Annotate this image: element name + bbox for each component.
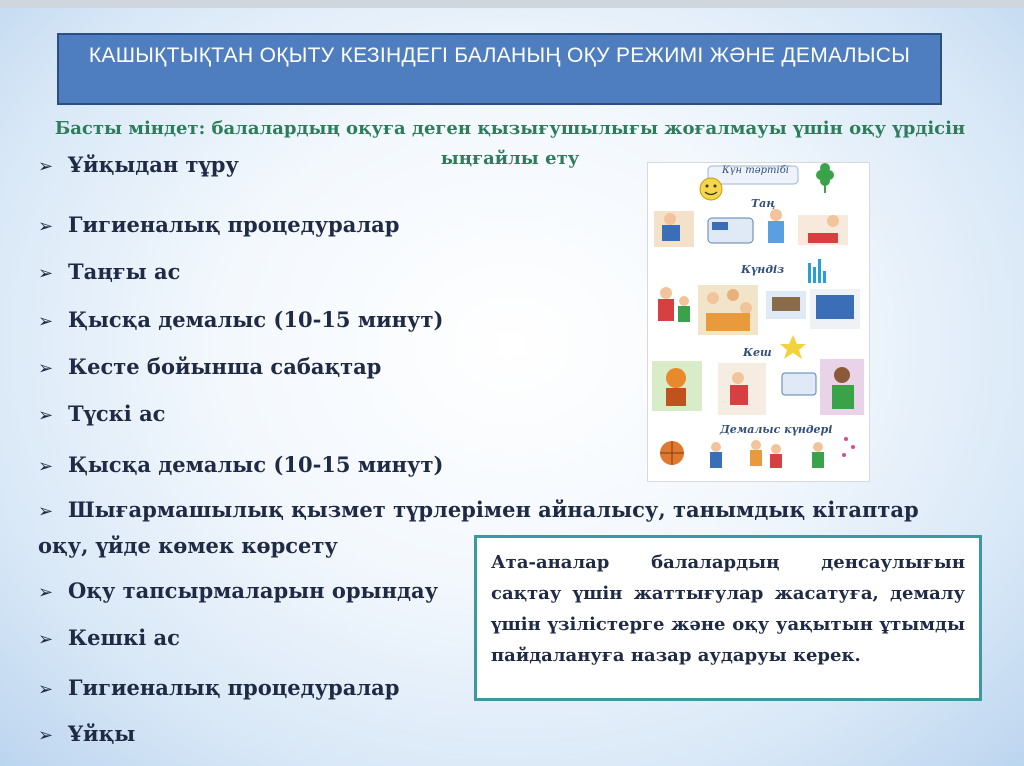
poster-title: Күн тәртібі — [722, 165, 789, 176]
chevron-right-icon: ➢ — [38, 263, 54, 284]
slide-title: КАШЫҚТЫҚТАН ОҚЫТУ КЕЗІНДЕГІ БАЛАНЫҢ ОҚУ РЕЖИМІ ЖӘНЕ ДЕМАЛЫСЫ — [57, 33, 942, 105]
list-item-text: Гигиеналық процедуралар — [68, 675, 400, 700]
chevron-right-icon: ➢ — [38, 405, 54, 426]
chevron-right-icon: ➢ — [38, 725, 54, 746]
morning-scenes — [654, 209, 848, 247]
list-item — [38, 150, 239, 182]
parents-note-text: Ата-аналар балалардың денсаулығын сақтау үшін жаттығулар жасатуға, демалу үшін үзілістерге және оқу уақытын ұтымды пайдалануға назар аударуы керек. — [491, 552, 965, 666]
clover-icon — [816, 163, 834, 193]
list-item — [38, 305, 443, 337]
list-item — [38, 352, 381, 384]
poster-label-morning: Таң — [751, 197, 776, 210]
list-item-text: Қысқа демалыс (10-15 минут) — [68, 307, 444, 332]
main-task-subtitle: Басты міндет: балалардың оқуға деген қызығушылығы жоғалмауы үшін оқу үрдісін ыңғайлы ету — [54, 118, 966, 169]
list-item — [38, 719, 135, 751]
list-item — [38, 673, 399, 705]
chevron-right-icon: ➢ — [38, 358, 54, 379]
chevron-right-icon: ➢ — [38, 679, 54, 700]
list-item-text: Ұйқыдан тұру — [68, 152, 239, 177]
chevron-right-icon: ➢ — [38, 456, 54, 477]
chevron-right-icon: ➢ — [38, 311, 54, 332]
list-item — [38, 623, 180, 655]
list-item-text: Ұйқы — [68, 721, 136, 746]
list-item — [38, 210, 399, 242]
chevron-right-icon: ➢ — [38, 582, 54, 603]
list-item-text: Оқу тапсырмаларын орындау — [68, 578, 439, 603]
list-item-text: Кешкі ас — [68, 625, 180, 650]
poster-label-weekend: Демалыс күндері — [720, 423, 833, 436]
smiley-icon — [700, 178, 722, 200]
list-item-text: Таңғы ас — [68, 259, 181, 284]
list-item — [38, 450, 443, 482]
slide-top-border — [0, 0, 1024, 8]
list-item-text: Қысқа демалыс (10-15 минут) — [68, 452, 444, 477]
list-item-text: Түскі ас — [68, 401, 166, 426]
chevron-right-icon: ➢ — [38, 156, 54, 177]
chevron-right-icon: ➢ — [38, 629, 54, 650]
weekend-scenes — [660, 437, 855, 468]
poster-label-evening: Кеш — [743, 346, 772, 359]
list-item-text: Гигиеналық процедуралар — [68, 212, 400, 237]
list-item-text: Шығармашылық қызмет түрлерімен айналысу, танымдық кітаптар оқу, үйде көмек көрсету — [38, 497, 919, 558]
poster-label-day: Күндіз — [741, 263, 785, 276]
chevron-right-icon: ➢ — [38, 216, 54, 237]
list-item — [38, 257, 180, 289]
chevron-right-icon: ➢ — [38, 501, 54, 522]
parents-note-box — [474, 535, 982, 701]
list-item — [38, 576, 438, 608]
list-item-text: Кесте бойынша сабақтар — [68, 354, 382, 379]
list-item — [38, 399, 165, 431]
